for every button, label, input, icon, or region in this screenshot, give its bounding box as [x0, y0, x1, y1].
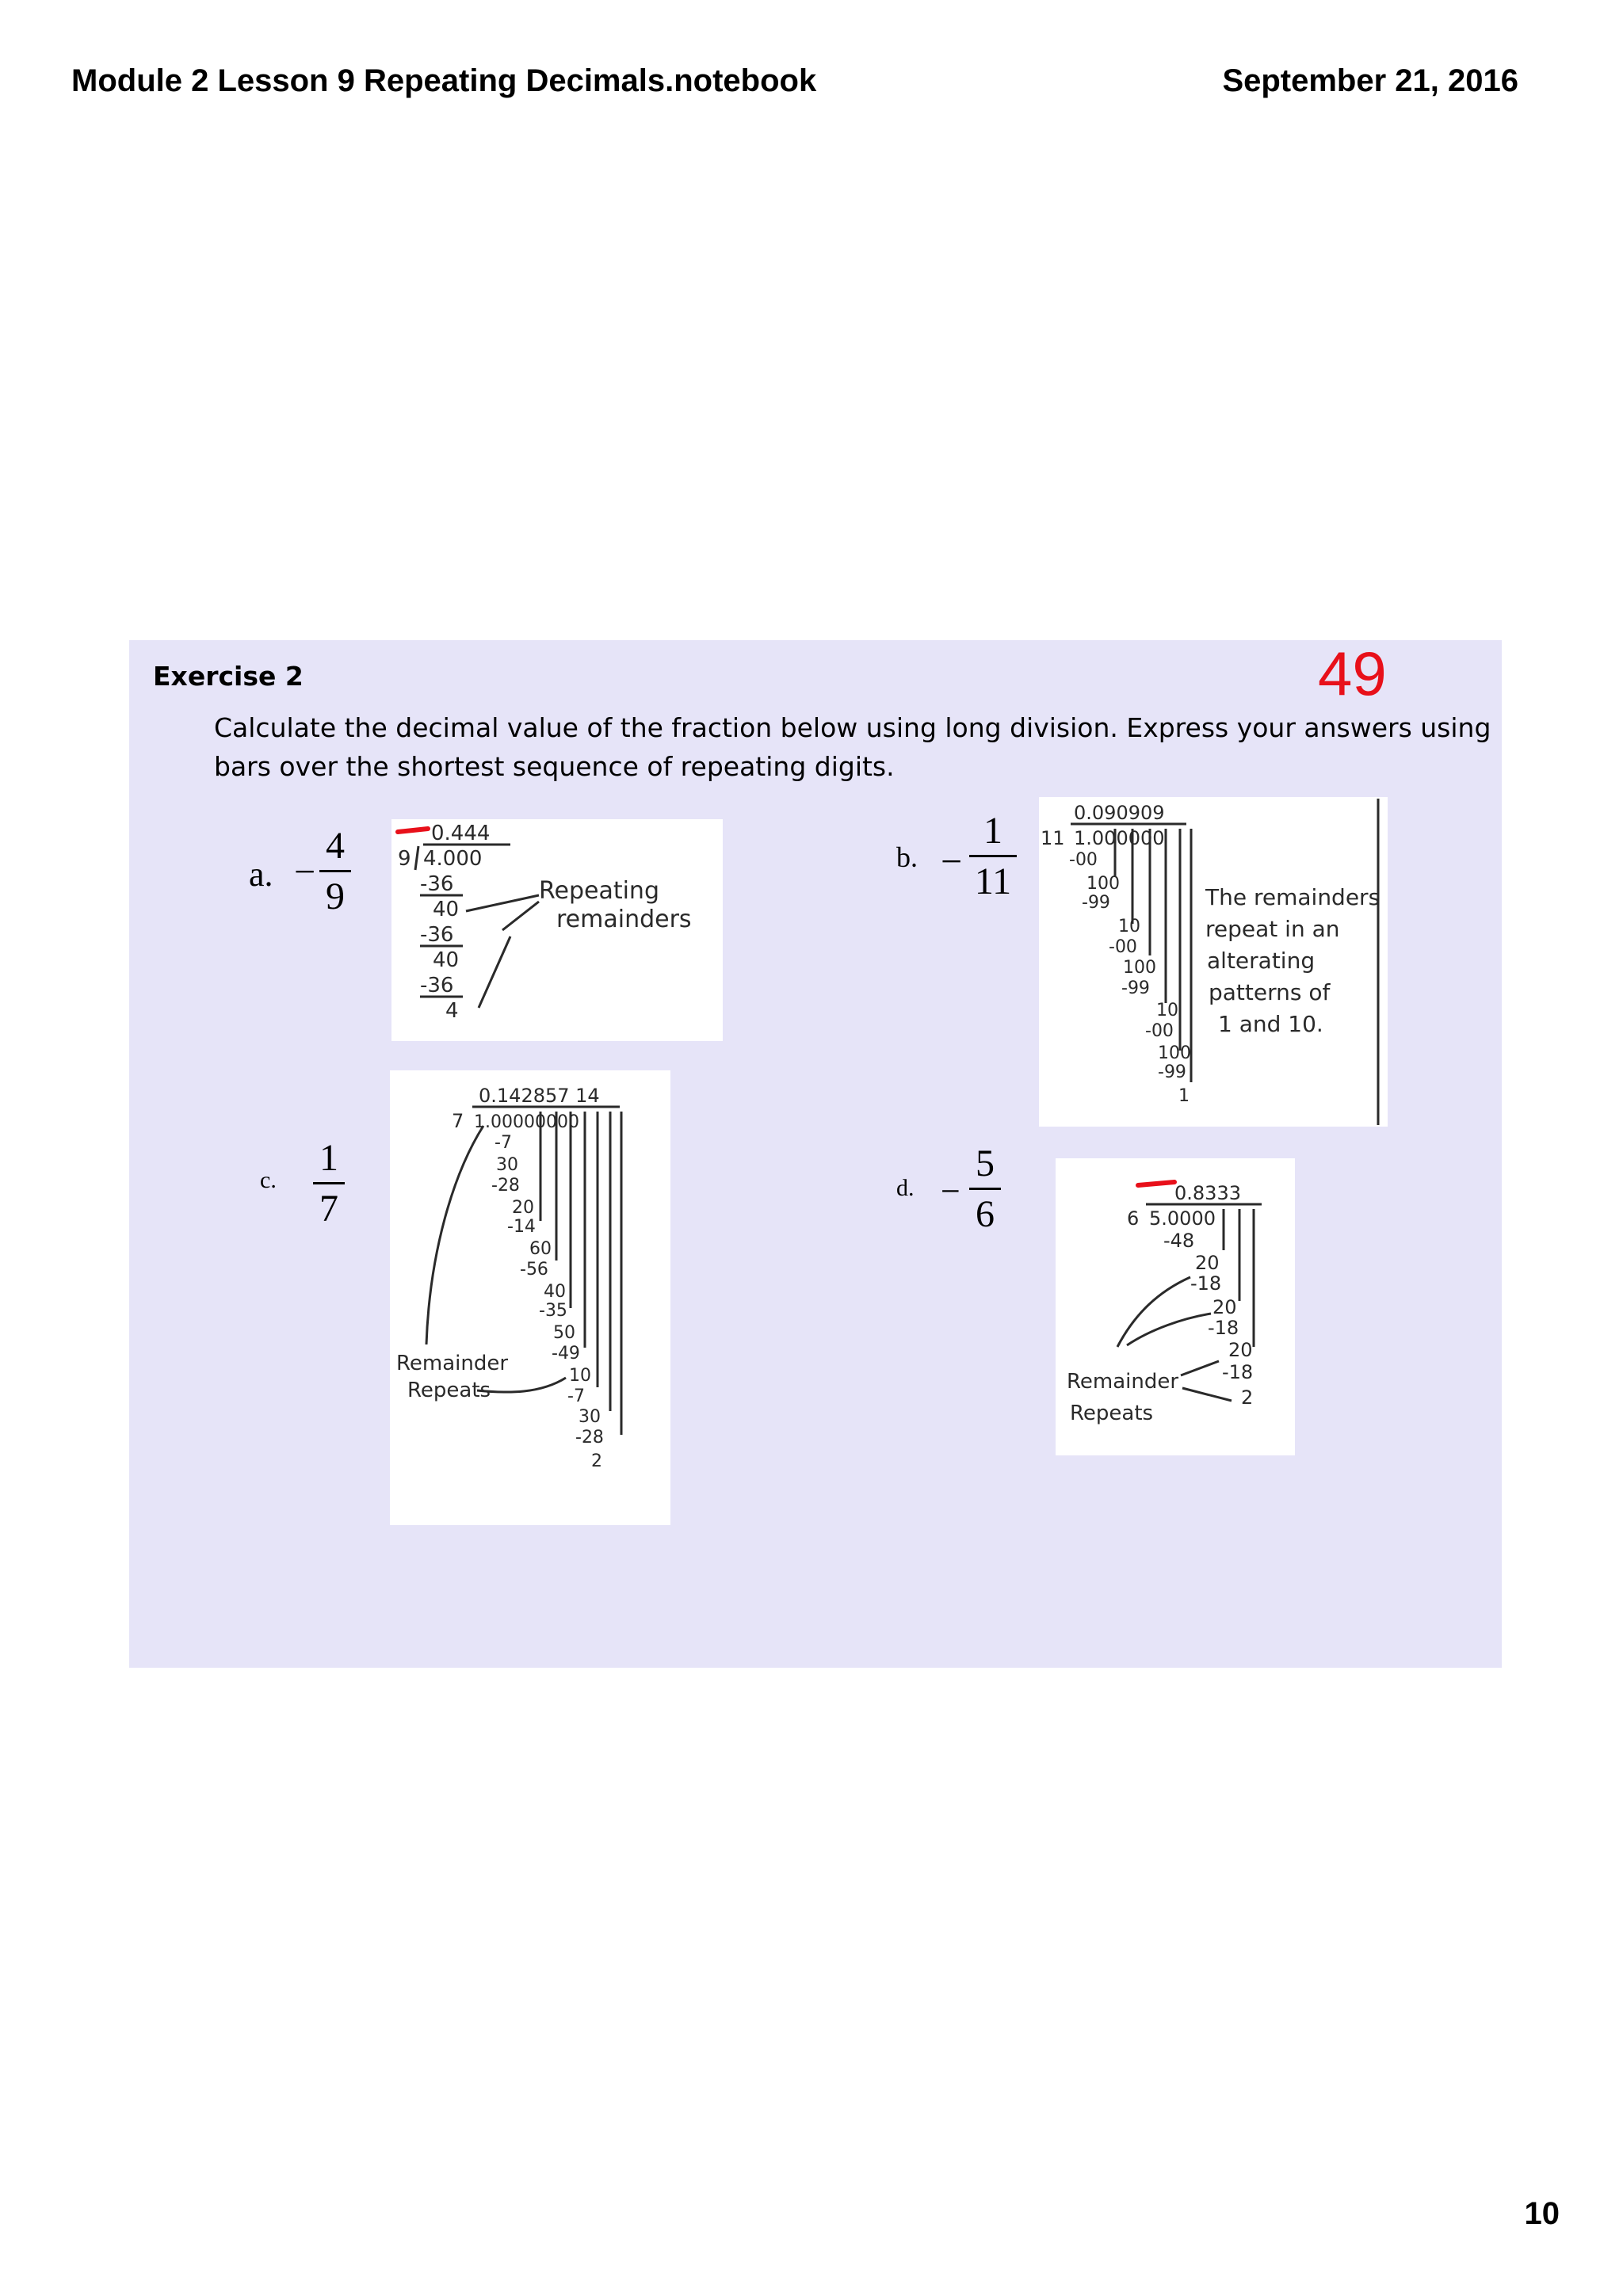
step: -36	[420, 974, 454, 997]
problem-a-fraction	[319, 824, 351, 918]
problem-c-denominator: 7	[319, 1188, 338, 1230]
step: 30	[579, 1407, 601, 1427]
step: 10	[569, 1366, 591, 1386]
problem-b-numerator: 1	[983, 810, 1002, 852]
problem-b-denominator: 11	[974, 860, 1012, 902]
problem-b-work-image	[1039, 797, 1388, 1127]
step: -00	[1069, 850, 1098, 870]
step: 2	[1241, 1386, 1254, 1409]
step: -7	[567, 1386, 585, 1406]
step: 2	[591, 1451, 602, 1471]
step: 100	[1086, 874, 1120, 894]
step: 40	[544, 1282, 566, 1302]
note-line: Repeating	[539, 877, 659, 905]
document-title: Module 2 Lesson 9 Repeating Decimals.notebook	[71, 63, 817, 98]
problem-c-numerator: 1	[319, 1137, 338, 1179]
step: -28	[491, 1176, 520, 1196]
problem-a-long-division	[391, 819, 723, 1041]
problem-b-long-division	[1039, 797, 1388, 1127]
dividend: 1.000000	[1074, 827, 1165, 849]
quotient: 0.8333	[1174, 1182, 1241, 1204]
fraction-bar	[313, 1182, 345, 1184]
note-line: Repeats	[407, 1379, 491, 1402]
note-line: Remainder	[1067, 1370, 1179, 1394]
fraction-bar	[969, 855, 1017, 857]
pointer-arrows	[466, 895, 539, 1008]
problem-d-work-image	[1056, 1158, 1295, 1455]
step: 10	[1156, 1001, 1178, 1020]
step: -49	[552, 1344, 580, 1363]
step: 4	[445, 999, 459, 1023]
quotient: 0.090909	[1074, 802, 1165, 824]
step: -18	[1190, 1272, 1222, 1295]
step: 40	[433, 948, 460, 972]
step: -48	[1163, 1230, 1195, 1252]
step: 20	[1228, 1339, 1253, 1361]
problem-d-fraction	[969, 1142, 1001, 1236]
step: 100	[1158, 1043, 1191, 1063]
fraction-bar	[319, 870, 351, 872]
fraction-bar	[969, 1188, 1001, 1190]
step: -99	[1158, 1062, 1186, 1082]
step: -00	[1109, 937, 1137, 957]
step: 10	[1118, 917, 1140, 936]
step: -36	[420, 923, 454, 947]
problem-d-sign: −	[941, 1172, 960, 1211]
step: 100	[1123, 958, 1156, 978]
problem-b-fraction	[969, 809, 1017, 903]
note-line: patterns of	[1209, 979, 1331, 1005]
note-line: Remainder	[396, 1352, 509, 1375]
note-line: remainders	[556, 906, 692, 933]
problem-b-label: b.	[896, 841, 918, 873]
step: -99	[1082, 893, 1110, 913]
step: 50	[553, 1323, 575, 1343]
dividend: 1.00000000	[474, 1112, 579, 1132]
problem-d-denominator: 6	[976, 1193, 995, 1235]
note-line: repeat in an	[1205, 916, 1340, 942]
problem-a-numerator: 4	[326, 825, 345, 867]
problem-c-fraction	[313, 1136, 345, 1230]
problem-d-long-division	[1056, 1158, 1295, 1455]
step: 30	[496, 1155, 518, 1175]
dividend: 4.000	[423, 847, 483, 871]
page-number: 10	[1524, 2196, 1560, 2231]
step: -18	[1222, 1361, 1254, 1383]
problem-c-long-division	[390, 1070, 670, 1525]
step: 40	[433, 898, 460, 921]
quotient: 0.142857 14	[479, 1085, 600, 1107]
step: 1	[1178, 1086, 1190, 1106]
problem-a-label: a.	[249, 855, 273, 894]
divisor: 11	[1041, 827, 1065, 849]
step: -14	[507, 1217, 536, 1237]
repeat-arrow-up	[426, 1126, 483, 1344]
step: -56	[520, 1260, 548, 1280]
divisor: 7	[452, 1110, 464, 1132]
divisor: 6	[1127, 1207, 1140, 1230]
document-date: September 21, 2016	[1222, 63, 1518, 98]
note-line: 1 and 10.	[1218, 1011, 1323, 1037]
exercise-instructions: Calculate the decimal value of the fraction below using long division. Express your answers using bars over the shortest sequence of repeating digits.	[214, 712, 1491, 782]
problem-c-label: c.	[260, 1167, 277, 1193]
step: -00	[1145, 1021, 1174, 1041]
exercise-panel	[129, 640, 1502, 1668]
repeat-bar-mark	[398, 829, 428, 832]
step: -28	[575, 1428, 604, 1447]
problem-d-numerator: 5	[976, 1142, 995, 1184]
step: -36	[420, 872, 454, 896]
division-bracket	[415, 846, 418, 870]
note-line: Repeats	[1070, 1402, 1154, 1425]
step: -99	[1121, 978, 1150, 998]
step: 20	[512, 1198, 534, 1218]
problem-b-sign: −	[941, 841, 963, 883]
step: 60	[529, 1239, 552, 1259]
note-line: The remainders	[1205, 884, 1381, 910]
problem-d-label: d.	[896, 1175, 915, 1201]
step: -35	[539, 1301, 567, 1321]
score-annotation: 49	[1318, 639, 1387, 708]
step: 20	[1212, 1296, 1237, 1318]
quotient: 0.444	[431, 822, 491, 845]
divisor: 9	[398, 847, 411, 871]
step: 20	[1195, 1252, 1220, 1274]
exercise-title: Exercise 2	[153, 661, 304, 692]
step: -7	[495, 1133, 512, 1153]
problem-a-sign: −	[294, 851, 316, 893]
problem-a-denominator: 9	[326, 875, 345, 917]
problem-c-work-image	[390, 1070, 670, 1525]
dividend: 5.0000	[1149, 1207, 1216, 1230]
repeat-bar-mark	[1138, 1182, 1174, 1185]
note-line: alterating	[1207, 948, 1316, 974]
problem-a-work-image	[391, 819, 723, 1041]
step: -18	[1208, 1317, 1239, 1339]
